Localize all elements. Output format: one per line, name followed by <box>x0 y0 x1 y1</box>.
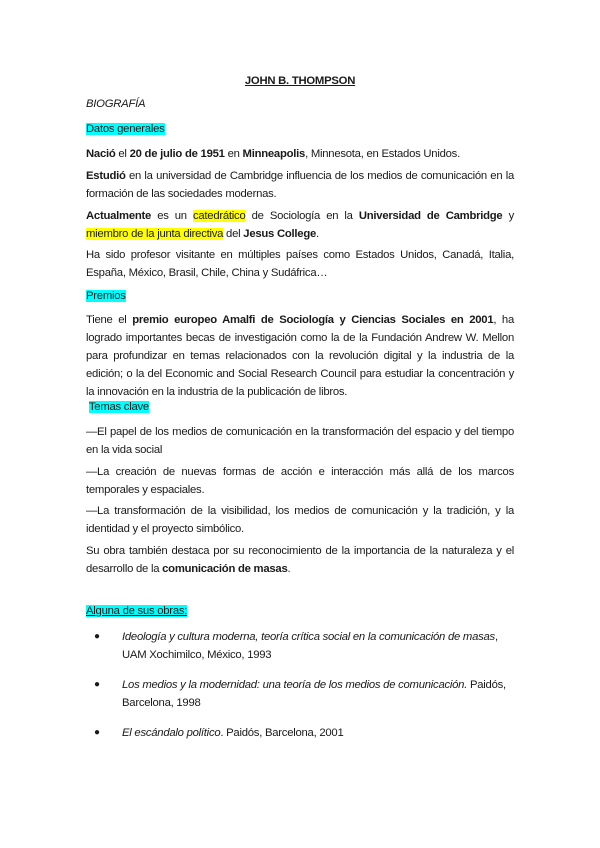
paragraph-birth: Nació el 20 de julio de 1951 en Minneapolis, Minnesota, en Estados Unidos. <box>86 148 460 160</box>
tema-item-3: —La transformación de la visibilidad, los medios de comunicación y la tradición, y la identidad y el proyecto simbólico. <box>86 505 514 535</box>
page-title: JOHN B. THOMPSON <box>244 75 356 87</box>
section-heading-datos-generales: Datos generales <box>86 123 165 135</box>
subtitle: BIOGRAFÍA <box>86 98 146 110</box>
list-item: ● Los medios y la modernidad: una teoría de los medios de comunicación. Paidós, Barcelona, 1998 <box>86 676 516 712</box>
works-list <box>86 628 516 754</box>
bullet-icon: ● <box>94 679 100 690</box>
paragraph-visiting-professor: Ha sido profesor visitante en múltiples países como Estados Unidos, Canadá, Italia, España, México, Brasil, Chile, China y Sudáfrica… <box>86 249 514 279</box>
tema-item-2: —La creación de nuevas formas de acción e interacción más allá de los marcos temporales y espaciales. <box>86 466 514 496</box>
section-heading-temas-clave: Temas clave <box>88 401 149 413</box>
list-item: ● El escándalo político. Paidós, Barcelona, 2001 <box>86 724 516 742</box>
section-heading-premios: Premios <box>86 290 126 302</box>
paragraph-studies: Estudió en la universidad de Cambridge influencia de los medios de comunicación en la formación de las sociedades modernas. <box>86 170 514 200</box>
tema-item-1: —El papel de los medios de comunicación en la transformación del espacio y del tiempo en la vida social <box>86 426 514 456</box>
paragraph-current-position: Actualmente es un catedrático de Sociología en la Universidad de Cambridge y miembro de la junta directiva del Jesus College. <box>86 210 515 240</box>
section-heading-obras: Alguna de sus obras: <box>86 605 188 617</box>
paragraph-awards: Tiene el premio europeo Amalfi de Sociología y Ciencias Sociales en 2001, ha logrado importantes becas de investigación como la de la Fundación Andrew W. Mellon para profundizar en temas relacionados con la revolución digital y la industria de la edición; o la del Economic and Social Research Council para estudiar la concentración y la innovación en la industria de la publicación de libros. <box>86 314 514 398</box>
bullet-icon: ● <box>94 727 100 738</box>
paragraph-mass-communication: Su obra también destaca por su reconocimiento de la importancia de la naturaleza y el desarrollo de la comunicación de masas. <box>86 545 514 575</box>
bullet-icon: ● <box>94 631 100 642</box>
list-item: ● Ideología y cultura moderna, teoría crítica social en la comunicación de masas, UAM Xochimilco, México, 1993 <box>86 628 516 664</box>
